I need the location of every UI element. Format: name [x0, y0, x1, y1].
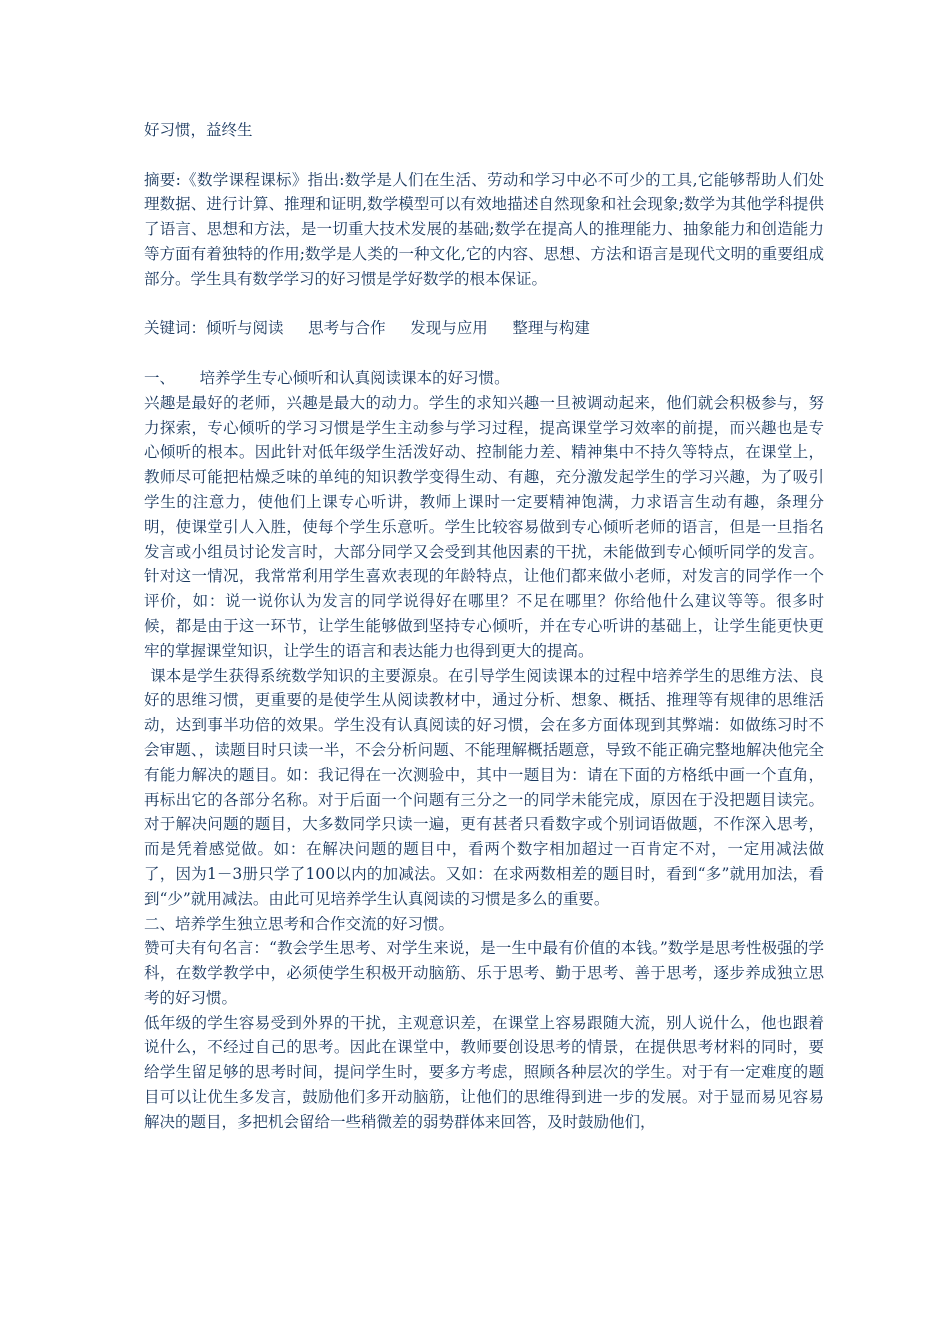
- section-1-heading: 一、 培养学生专心倾听和认真阅读课本的好习惯。: [144, 368, 510, 387]
- section-2-paragraph-1: 赞可夫有句名言：“教会学生思考、对学生来说，是一生中最有价值的本钱。”数学是思考性极强的学科，在数学教学中，必须使学生积极开动脑筋、乐于思考、勤于思考、善于思考，逐步养成独立思考的好习惯。: [144, 939, 824, 1007]
- section-1-paragraph-1: 兴趣是最好的老师，兴趣是最大的动力。学生的求知兴趣一旦被调动起来，他们就会积极参与，努力探索，专心倾听的学习习惯是学生主动参与学习过程，提高课堂学习效率的前提，而兴趣也是专心倾听的根本。因此针对低年级学生活泼好动、控制能力差、精神集中不持久等特点，在课堂上，教师尽可能把枯燥乏味的单纯的知识教学变得生动、有趣，充分激发起学生的学习兴趣，为了吸引学生的注意力，使他们上课专心听讲，教师上课时一定要精神饱满，力求语言生动有趣，条理分明，使课堂引人入胜，使每个学生乐意听。学生比较容易做到专心倾听老师的语言，但是一旦指名发言或小组员讨论发言时，大部分同学又会受到其他因素的干扰，未能做到专心倾听同学的发言。针对这一情况，我常常利用学生喜欢表现的年龄特点，让他们都来做小老师，对发言的同学作一个评价，如：说一说你认为发言的同学说得好在哪里？不足在哪里？你给他什么建议等等。很多时候，都是由于这一环节，让学生能够做到坚持专心倾听，并在专心听讲的基础上，让学生能更快更牢的掌握课堂知识，让学生的语言和表达能力也得到更大的提高。: [144, 393, 824, 660]
- abstract-paragraph: 摘要:《数学课程课标》指出:数学是人们在生活、劳动和学习中必不可少的工具,它能够帮助人们处理数据、进行计算、推理和证明,数学模型可以有效地描述自然现象和社会现象;数学为其他学科提供了语言、思想和方法，是一切重大技术发展的基础;数学在提高人的推理能力、抽象能力和创造能力等方面有着独特的作用;数学是人类的一种文化,它的内容、思想、方法和语言是现代文明的重要组成部分。学生具有数学学习的好习惯是学好数学的根本保证。: [144, 170, 824, 288]
- keywords-line: 关键词：倾听与阅读 思考与合作 发现与应用 整理与构建: [144, 319, 590, 338]
- document-title: 好习惯，益终生: [144, 121, 253, 139]
- section-2-heading: 二、培养学生独立思考和合作交流的好习惯。: [144, 914, 455, 933]
- section-1-paragraph-2: 课本是学生获得系统数学知识的主要源泉。在引导学生阅读课本的过程中培养学生的思维方法、良好的思维习惯，更重要的是使学生从阅读教材中，通过分析、想象、概括、推理等有规律的思维活动，达到事半功倍的效果。学生没有认真阅读的好习惯，会在多方面体现到其弊端：如做练习时不会审题、，读题目时只读一半，不会分析问题、不能理解概括题意，导致不能正确完整地解决他完全有能力解决的题目。如：我记得在一次测验中，其中一题目为：请在下面的方格纸中画一个直角，再标出它的各部分名称。对于后面一个问题有三分之一的同学未能完成，原因在于没把题目读完。对于解决问题的题目，大多数同学只读一遍，更有甚者只看数字或个别词语做题，不作深入思考，而是凭着感觉做。如：在解决问题的题目中，看两个数字相加超过一百肯定不对，一定用减法做了，因为1－3册只学了100以内的加减法。又如：在求两数相差的题目时，看到“多”就用加法，看到“少”就用减法。由此可见培养学生认真阅读的习惯是多么的重要。: [144, 666, 824, 908]
- document-page: [144, 118, 824, 1135]
- section-2-paragraph-2: 低年级的学生容易受到外界的干扰，主观意识差，在课堂上容易跟随大流，别人说什么，他也跟着说什么，不经过自己的思考。因此在课堂中，教师要创设思考的情景，在提供思考材料的同时，要给学生留足够的思考时间，提问学生时，要多方考虑，照顾各种层次的学生。对于有一定难度的题目可以让优生多发言，鼓励他们多开动脑筋，让他们的思维得到进一步的发展。对于显而易见容易解决的题目，多把机会留给一些稍微差的弱势群体来回答，及时鼓励他们，: [144, 1013, 824, 1131]
